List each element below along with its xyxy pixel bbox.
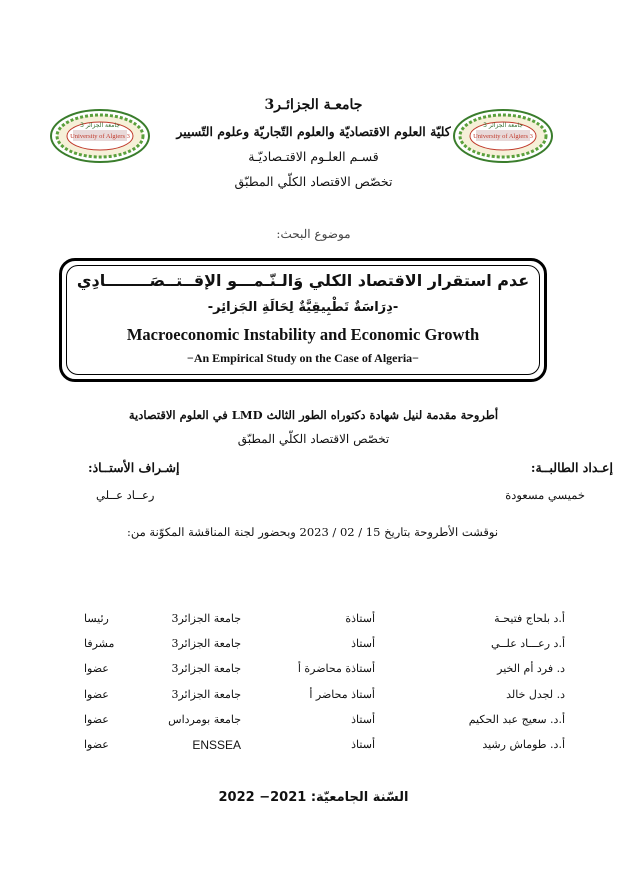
member-institution: جامعة الجزائر3 bbox=[171, 688, 241, 701]
member-role: عضوا bbox=[84, 662, 109, 675]
specialization: تخصّص الاقتصاد الكلّي المطبّق bbox=[234, 174, 393, 189]
title-english: Macroeconomic Instability and Economic Growth bbox=[126, 325, 480, 344]
member-institution: جامعة الجزائر3 bbox=[171, 662, 241, 675]
member-rank: أستاذة محاضرة أ bbox=[297, 662, 375, 675]
member-role: عضوا bbox=[84, 713, 109, 726]
title-arabic: عدم استقرار الاقتصاد الكلي وَالـنّـمـــو الإقــتــصَــــــــادِي bbox=[76, 271, 530, 290]
member-rank: أستاذ bbox=[351, 637, 375, 650]
logo-text-ar: جامعة الجزائر 3 bbox=[483, 122, 523, 129]
logo-text: University of Algiers 3 bbox=[473, 133, 533, 140]
logo-text-ar: جامعة الجزائر 3 bbox=[80, 122, 120, 129]
member-role: رئيسا bbox=[84, 612, 109, 625]
member-role: عضوا bbox=[84, 688, 109, 701]
supervisor-name: رعــاد عــلي bbox=[96, 488, 155, 502]
member-rank: أستاذ محاضر أ bbox=[309, 688, 375, 701]
thesis-description: أطروحة مقدمة لنيل شهادة دكتوراه الطور الثالث LMD في العلوم الاقتصادية bbox=[128, 408, 499, 422]
committee-row bbox=[0, 738, 627, 758]
member-role: عضوا bbox=[84, 738, 109, 751]
university-name: جامعـة الجزائـر3 bbox=[264, 97, 363, 113]
academic-year: السّنة الجامعيّة: 2021− 2022 bbox=[218, 790, 409, 805]
member-name: د. فرد أم الخير bbox=[497, 662, 565, 675]
logo-text: University of Algiers 3 bbox=[70, 133, 130, 140]
member-institution: ENSSEA bbox=[192, 738, 241, 752]
member-name: أ.د. سعيج عبد الحكيم bbox=[468, 713, 565, 726]
member-rank: أستاذة bbox=[345, 612, 375, 625]
committee-row bbox=[0, 662, 627, 682]
student-name: خميسي مسعودة bbox=[505, 488, 585, 502]
thesis-specialization: تخصّص الاقتصاد الكلّي المطبّق bbox=[237, 432, 390, 446]
subtitle-english: −An Empirical Study on the Case of Algeria− bbox=[186, 351, 419, 365]
member-name: أ.د رعـــاد علــي bbox=[490, 637, 565, 650]
member-institution: جامعة الجزائر3 bbox=[171, 637, 241, 650]
student-label: إعـداد الطالبــة: bbox=[530, 460, 613, 475]
committee-row bbox=[0, 612, 627, 632]
committee-row bbox=[0, 713, 627, 733]
member-name: د. لجدل خالد bbox=[506, 688, 565, 701]
member-name: أ.د. طوماش رشيد bbox=[482, 738, 565, 751]
member-role: مشرفا bbox=[84, 637, 115, 650]
faculty-name: كليّة العلوم الاقتصاديّة والعلوم التّجاريّة وعلوم التّسيير bbox=[176, 124, 451, 139]
committee-row bbox=[0, 637, 627, 657]
defense-statement: نوقشت الأطروحة بتاريخ 15 / 02 / 2023 وبحضور لجنة المناقشة المكوّنة من: bbox=[126, 525, 499, 539]
topic-label: موضوع البحث: bbox=[276, 227, 351, 241]
department-name: قسـم العلـوم الاقتـصاديّـة bbox=[248, 149, 379, 164]
member-name: أ.د بلحاج فتيحـة bbox=[494, 612, 565, 625]
member-institution: جامعة الجزائر3 bbox=[171, 612, 241, 625]
member-rank: أستاذ bbox=[351, 738, 375, 751]
subtitle-arabic: -دِرَاسَةٌ تَطْبِيقِيَّةٌ لِحَالَةِ الجَزائِر- bbox=[207, 300, 399, 315]
member-institution: جامعة بومرداس bbox=[168, 713, 241, 726]
supervisor-label: إشـراف الأستــاذ: bbox=[88, 460, 180, 475]
university-logo-left bbox=[49, 108, 151, 164]
member-rank: أستاذ bbox=[351, 713, 375, 726]
committee-row bbox=[0, 688, 627, 708]
